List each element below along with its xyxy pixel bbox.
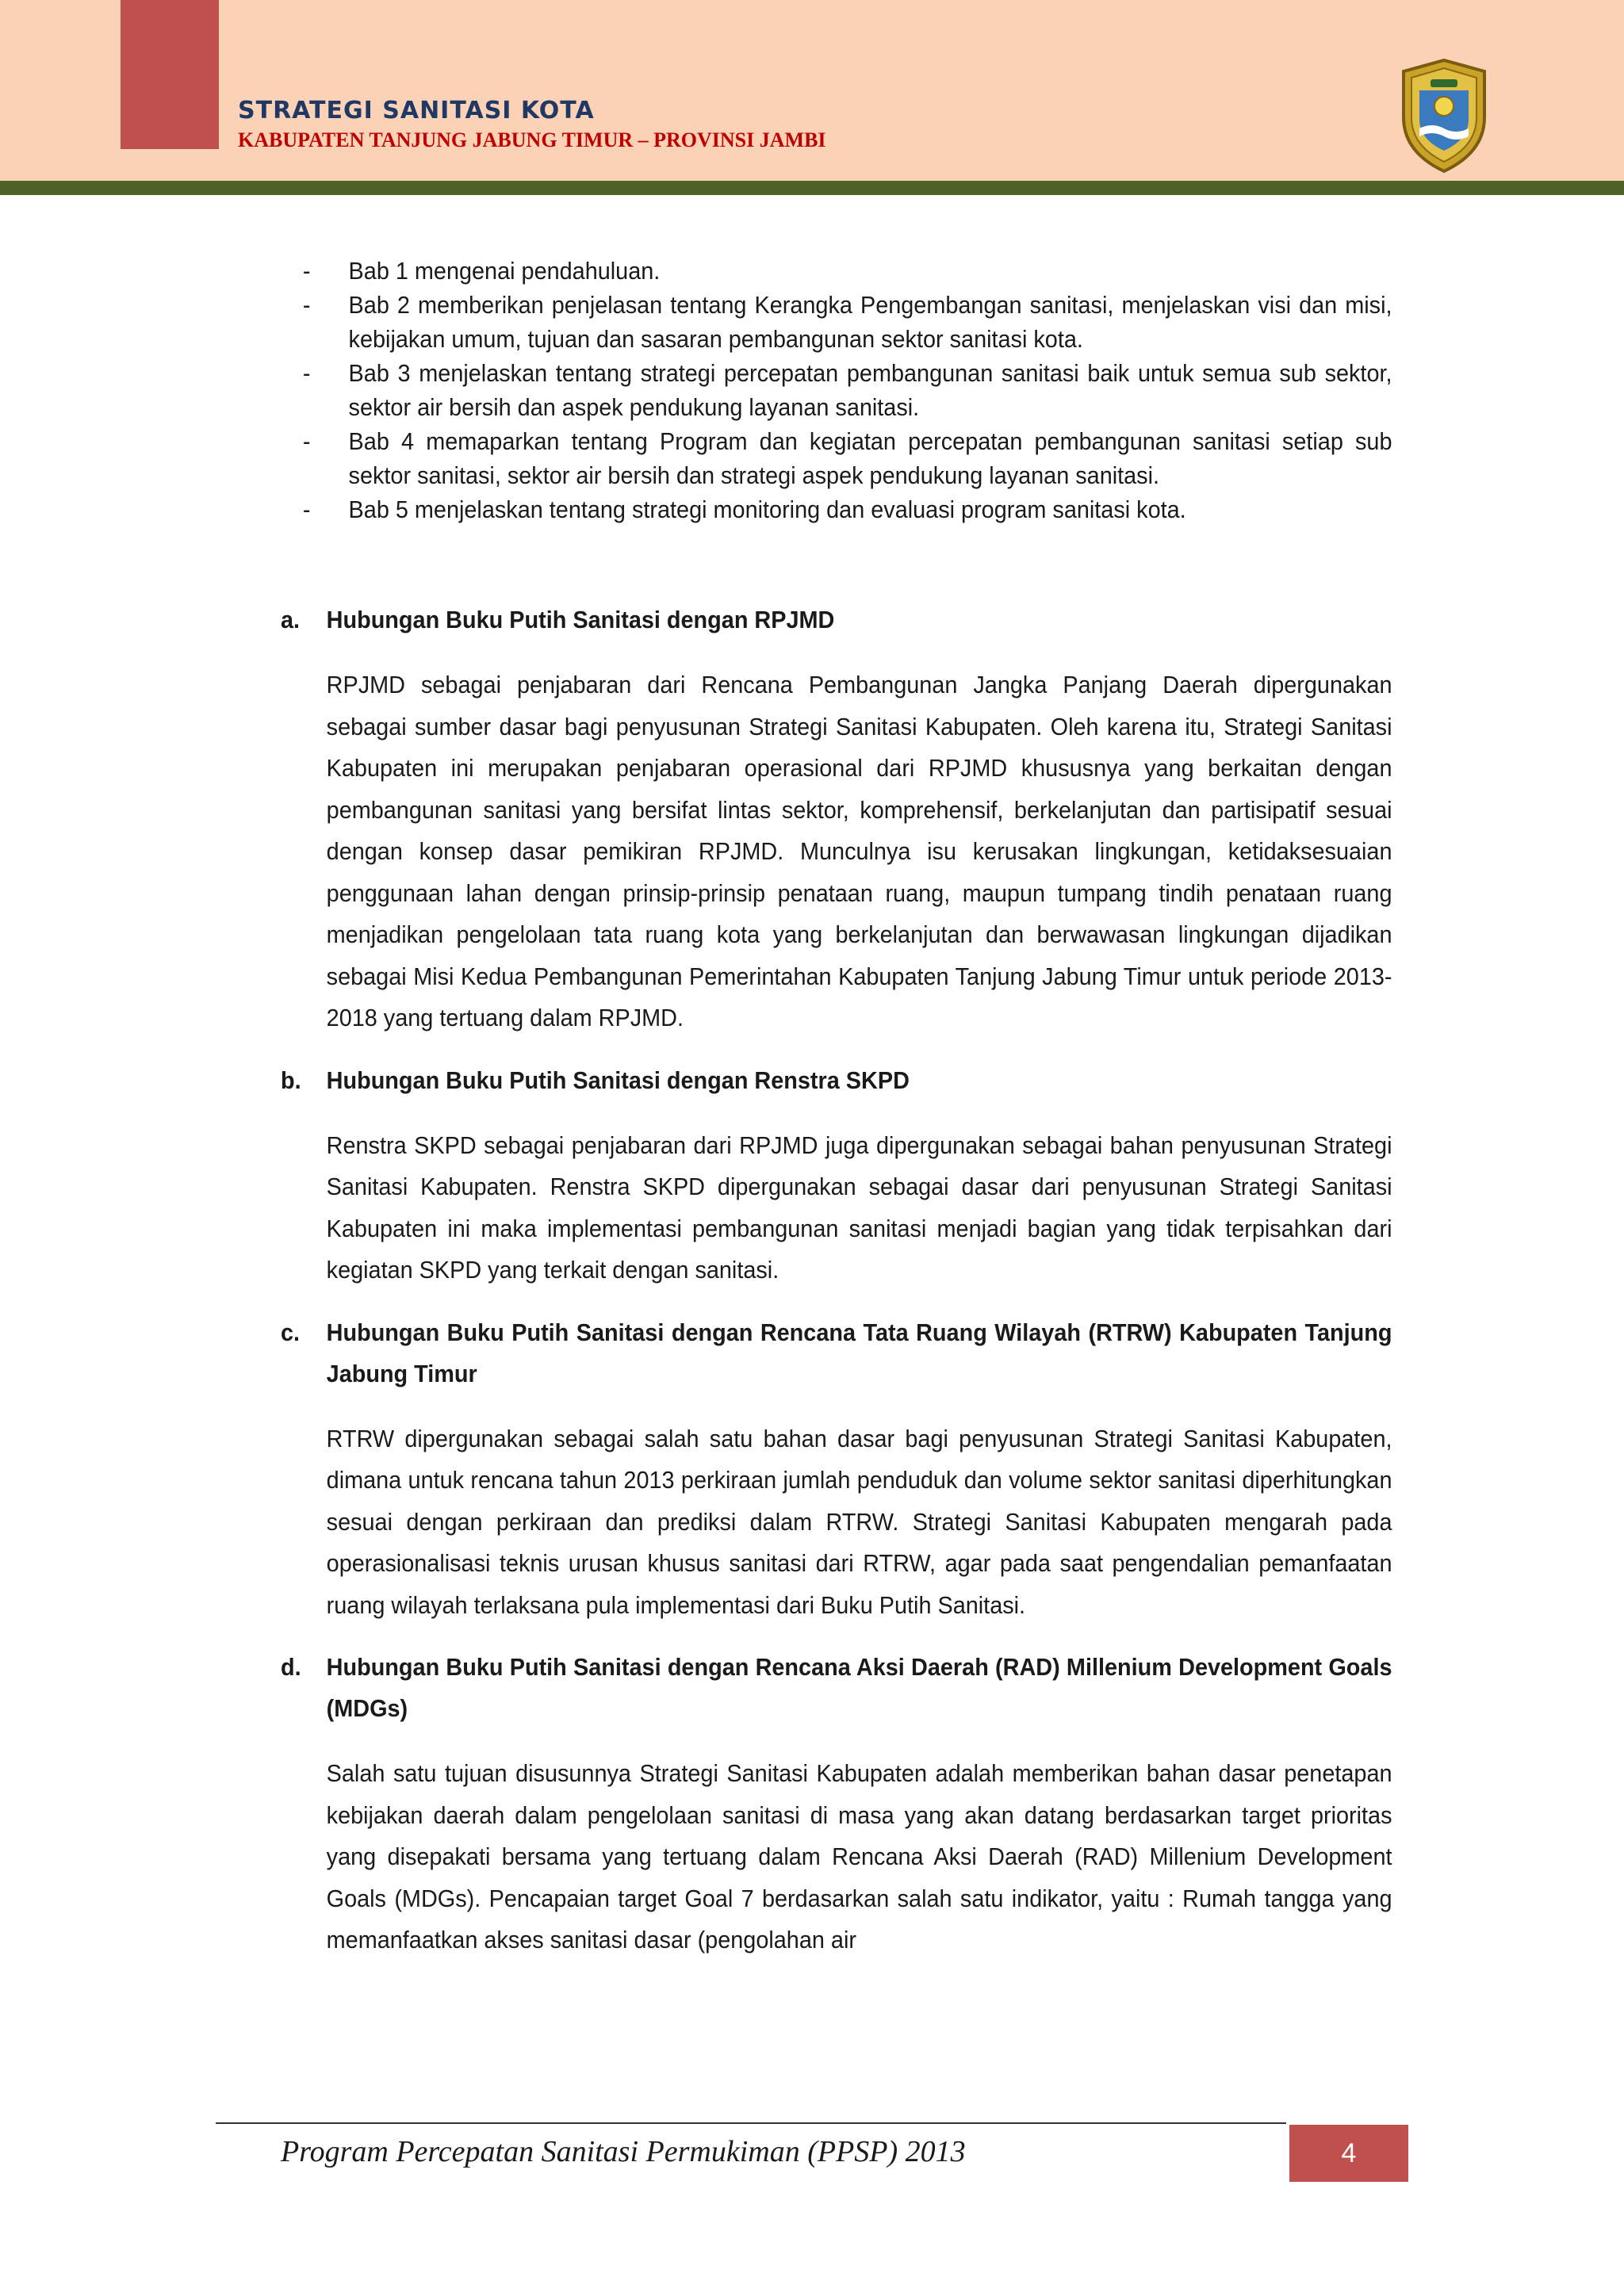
page-content [281, 254, 1392, 1961]
section-heading [281, 1060, 1392, 1101]
list-item-text: Bab 4 memaparkan tentang Program dan kegiatan percepatan pembangunan sanitasi setiap sub sektor sanitasi, sektor air bersih dan strategi aspek pendukung layanan sanitasi. [348, 427, 1392, 489]
section-heading [281, 599, 1392, 641]
section-paragraph: RPJMD sebagai penjabaran dari Rencana Pembangunan Jangka Panjang Daerah dipergunakan sebagai sumber dasar bagi penyusunan Strategi Sanitasi Kabupaten. Oleh karena itu, Strategi Sanitasi Kabupaten ini merupakan penjabaran operasional dari RPJMD khususnya yang berkaitan dengan pembangunan sanitasi yang bersifat lintas sektor, komprehensif, berkelanjutan dan partisipatif sesuai dengan konsep dasar pemikiran RPJMD. Munculnya isu kerusakan lingkungan, ketidaksesuaian penggunaan lahan dengan prinsip-prinsip penataan ruang, maupun tumpang tindih penataan ruang menjadikan pengelolaan tata ruang kota yang berkelanjutan dan berwawasan lingkungan dijadikan sebagai Misi Kedua Pembangunan Pemerintahan Kabupaten Tanjung Jabung Timur untuk periode 2013-2018 yang tertuang dalam RPJMD. [326, 671, 1392, 1031]
header-title: STRATEGI SANITASI KOTA [238, 97, 595, 124]
list-item [281, 356, 1392, 424]
content-text-block [281, 254, 1392, 1961]
section-letter: b. [281, 1066, 301, 1094]
section-heading-text: Hubungan Buku Putih Sanitasi dengan Rencana Tata Ruang Wilayah (RTRW) Kabupaten Tanjung Jabung Timur [326, 1318, 1392, 1387]
section-paragraph: RTRW dipergunakan sebagai salah satu bahan dasar bagi penyusunan Strategi Sanitasi Kabupaten, dimana untuk rencana tahun 2013 perkiraan jumlah penduduk dan volume sektor sanitasi diperhitungkan sesuai dengan perkiraan dan prediksi dalam RTRW. Strategi Sanitasi Kabupaten mengarah pada operasionalisasi teknis urusan khusus sanitasi dari RTRW, agar pada saat pengendalian pemanfaatan ruang wilayah terlaksana pula implementasi dari Buku Putih Sanitasi. [326, 1424, 1392, 1619]
list-dash: - [302, 291, 311, 319]
list-dash: - [302, 359, 311, 387]
section-renstra-skpd [281, 1060, 1392, 1292]
section-rtrw [281, 1312, 1392, 1627]
list-dash: - [302, 427, 311, 455]
section-heading-text: Hubungan Buku Putih Sanitasi dengan Rencana Aksi Daerah (RAD) Millenium Development Goals (MDGs) [326, 1653, 1392, 1722]
list-item [281, 424, 1392, 492]
footer-program-title: Program Percepatan Sanitasi Permukiman (PPSP) 2013 [281, 2135, 966, 2168]
list-item-text: Bab 1 mengenai pendahuluan. [348, 257, 661, 285]
chapter-summary-list [281, 254, 1392, 526]
section-paragraph: Salah satu tujuan disusunnya Strategi Sanitasi Kabupaten adalah memberikan bahan dasar penetapan kebijakan daerah dalam pengelolaan sanitasi di masa yang akan datang berdasarkan target prioritas yang disepakati bersama yang tertuang dalam Rencana Aksi Daerah (RAD) Millenium Development Goals (MDGs). Pencapaian target Goal 7 berdasarkan salah satu indikator, yaitu : Rumah tangga yang memanfaatkan akses sanitasi dasar (pengolahan air [326, 1759, 1392, 1954]
regency-coat-of-arms-icon [1396, 55, 1492, 174]
section-heading [281, 1647, 1392, 1729]
header-accent-tab [121, 0, 219, 149]
list-item-text: Bab 3 menjelaskan tentang strategi percepatan pembangunan sanitasi baik untuk semua sub sektor, sektor air bersih dan aspek pendukung layanan sanitasi. [348, 359, 1392, 421]
page-number-text: 4 [1341, 2137, 1357, 2168]
list-item [281, 288, 1392, 356]
section-letter: c. [281, 1318, 301, 1346]
section-heading-text: Hubungan Buku Putih Sanitasi dengan RPJMD [326, 606, 835, 633]
footer-rule [216, 2122, 1286, 2124]
section-letter: d. [281, 1653, 301, 1681]
section-heading [281, 1312, 1392, 1395]
list-item-text: Bab 2 memberikan penjelasan tentang Kerangka Pengembangan sanitasi, menjelaskan visi dan misi, kebijakan umum, tujuan dan sasaran pembangunan sektor sanitasi kota. [348, 291, 1392, 353]
section-letter: a. [281, 606, 301, 633]
list-dash: - [302, 257, 311, 285]
section-heading-text: Hubungan Buku Putih Sanitasi dengan Renstra SKPD [326, 1066, 910, 1094]
section-paragraph: Renstra SKPD sebagai penjabaran dari RPJMD juga dipergunakan sebagai bahan penyusunan Strategi Sanitasi Kabupaten. Renstra SKPD dipergunakan sebagai dasar dari penyusunan Strategi Sanitasi Kabupaten ini maka implementasi pembangunan sanitasi menjadi bagian yang tidak terpisahkan dari kegiatan SKPD yang terkait dengan sanitasi. [326, 1131, 1392, 1284]
list-item [281, 492, 1392, 526]
header-band [0, 0, 1624, 181]
section-rpjmd [281, 599, 1392, 1039]
page-number [1289, 2125, 1408, 2182]
list-item-text: Bab 5 menjelaskan tentang strategi monitoring dan evaluasi program sanitasi kota. [348, 496, 1186, 523]
list-dash: - [302, 496, 311, 523]
header-rule [0, 181, 1624, 195]
header-subtitle: KABUPATEN TANJUNG JABUNG TIMUR – PROVINSI JAMBI [238, 128, 826, 151]
list-item [281, 254, 1392, 288]
section-rad-mdgs [281, 1647, 1392, 1961]
